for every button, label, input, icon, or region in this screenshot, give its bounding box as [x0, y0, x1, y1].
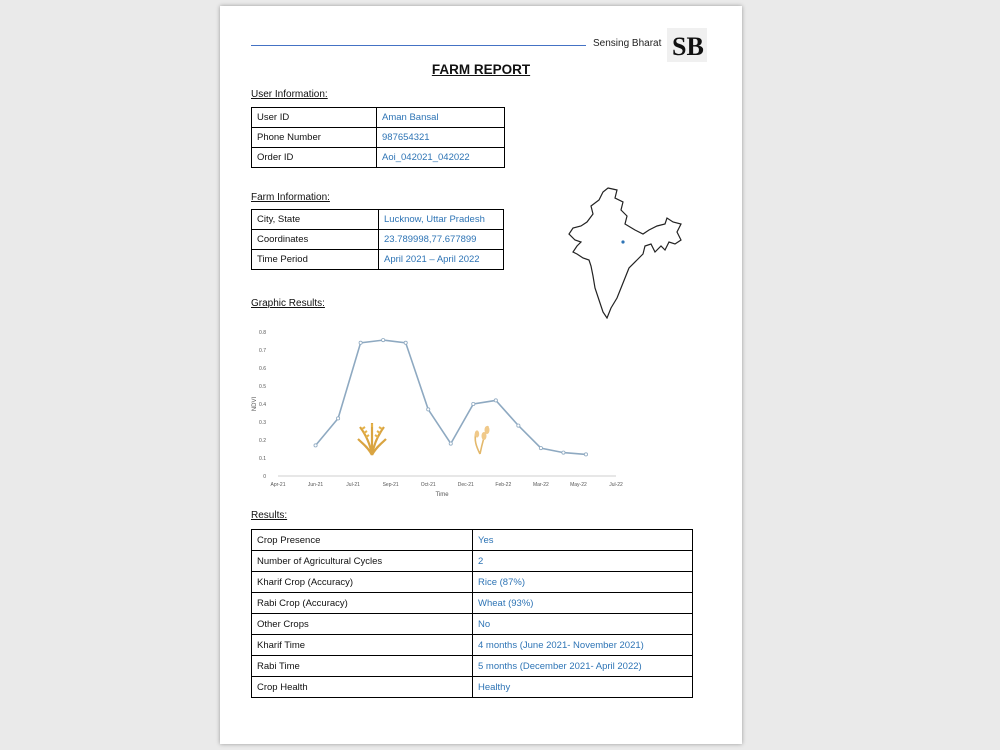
table-row [252, 656, 693, 677]
data-point [449, 442, 452, 445]
table-row [252, 210, 504, 230]
table-row [252, 148, 505, 168]
table-row [252, 677, 693, 698]
kharif-time-label: Kharif Time [252, 635, 473, 656]
other-crops-label: Other Crops [252, 614, 473, 635]
wheat-icon [475, 426, 490, 454]
sb-logo-icon [667, 28, 707, 62]
city-state-value: Lucknow, Uttar Pradesh [379, 210, 504, 230]
results-table [251, 529, 693, 698]
data-point [404, 341, 407, 344]
y-tick-label: 0.7 [259, 348, 266, 354]
agri-cycles-value: 2 [473, 551, 693, 572]
data-point [562, 451, 565, 454]
ndvi-chart [248, 318, 628, 504]
x-tick-label: Jun-21 [307, 482, 324, 488]
y-axis-label: NDVI [252, 396, 258, 412]
crop-presence-value: Yes [473, 530, 693, 551]
graphic-results-heading: Graphic Results: [251, 298, 325, 309]
x-tick-label: Apr-21 [270, 482, 286, 488]
data-point [359, 341, 362, 344]
time-period-value: April 2021 – April 2022 [379, 250, 504, 270]
table-row [252, 551, 693, 572]
coordinates-value: 23.789998,77.677899 [379, 230, 504, 250]
kharif-crop-label: Kharif Crop (Accuracy) [252, 572, 473, 593]
rabi-crop-label: Rabi Crop (Accuracy) [252, 593, 473, 614]
rabi-time-value: 5 months (December 2021- April 2022) [473, 656, 693, 677]
x-tick-label: Sep-21 [382, 482, 399, 488]
data-point [336, 417, 339, 420]
svg-text:SB: SB [672, 32, 704, 61]
report-page [220, 6, 742, 744]
table-row [252, 572, 693, 593]
x-tick-label: Feb-22 [495, 482, 512, 488]
time-period-label: Time Period [252, 250, 379, 270]
table-row [252, 128, 505, 148]
other-crops-value: No [473, 614, 693, 635]
x-tick-label: Dec-21 [457, 482, 474, 488]
y-tick-label: 0 [263, 474, 266, 480]
user-id-label: User ID [252, 108, 377, 128]
x-tick-label: Jul-22 [609, 482, 623, 488]
crop-health-label: Crop Health [252, 677, 473, 698]
table-row [252, 108, 505, 128]
user-id-value: Aman Bansal [377, 108, 505, 128]
farm-location-marker [621, 240, 624, 243]
rabi-crop-value: Wheat (93%) [473, 593, 693, 614]
rice-icon [358, 423, 386, 455]
crop-health-value: Healthy [473, 677, 693, 698]
phone-value: 987654321 [377, 128, 505, 148]
x-tick-label: Oct-21 [420, 482, 436, 488]
user-info-heading: User Information: [251, 89, 328, 100]
brand-name: Sensing Bharat [593, 38, 662, 49]
y-tick-label: 0.8 [259, 330, 266, 336]
kharif-crop-value: Rice (87%) [473, 572, 693, 593]
table-row [252, 250, 504, 270]
data-point [539, 447, 542, 450]
y-tick-label: 0.4 [259, 402, 266, 408]
brand-logo [667, 28, 707, 62]
table-row [252, 230, 504, 250]
india-outline [569, 188, 681, 318]
ndvi-series-line [316, 340, 586, 454]
data-point [427, 408, 430, 411]
results-heading: Results: [251, 510, 288, 521]
data-point [472, 402, 475, 405]
x-tick-label: Mar-22 [532, 482, 549, 488]
kharif-time-value: 4 months (June 2021- November 2021) [473, 635, 693, 656]
crop-presence-label: Crop Presence [252, 530, 473, 551]
phone-label: Phone Number [252, 128, 377, 148]
data-point [382, 339, 385, 342]
data-point [314, 444, 317, 447]
order-id-value: Aoi_042021_042022 [377, 148, 505, 168]
user-info-table [251, 107, 505, 168]
y-tick-label: 0.5 [259, 384, 266, 390]
y-tick-label: 0.6 [259, 366, 266, 372]
header-rule [251, 45, 586, 46]
farm-info-heading: Farm Information: [251, 192, 330, 203]
farm-info-table [251, 209, 504, 270]
order-id-label: Order ID [252, 148, 377, 168]
data-point [584, 453, 587, 456]
x-tick-label: Jul-21 [346, 482, 360, 488]
rabi-time-label: Rabi Time [252, 656, 473, 677]
table-row [252, 530, 693, 551]
y-tick-label: 0.3 [259, 420, 266, 426]
india-map [565, 184, 690, 319]
y-tick-label: 0.2 [259, 438, 266, 444]
y-tick-label: 0.1 [259, 456, 266, 462]
data-point [494, 399, 497, 402]
data-point [517, 424, 520, 427]
x-tick-label: May-22 [570, 482, 587, 488]
coordinates-label: Coordinates [252, 230, 379, 250]
table-row [252, 614, 693, 635]
table-row [252, 635, 693, 656]
city-state-label: City, State [252, 210, 379, 230]
agri-cycles-label: Number of Agricultural Cycles [252, 551, 473, 572]
report-title: FARM REPORT [431, 62, 531, 77]
x-axis-label: Time [435, 492, 449, 498]
table-row [252, 593, 693, 614]
